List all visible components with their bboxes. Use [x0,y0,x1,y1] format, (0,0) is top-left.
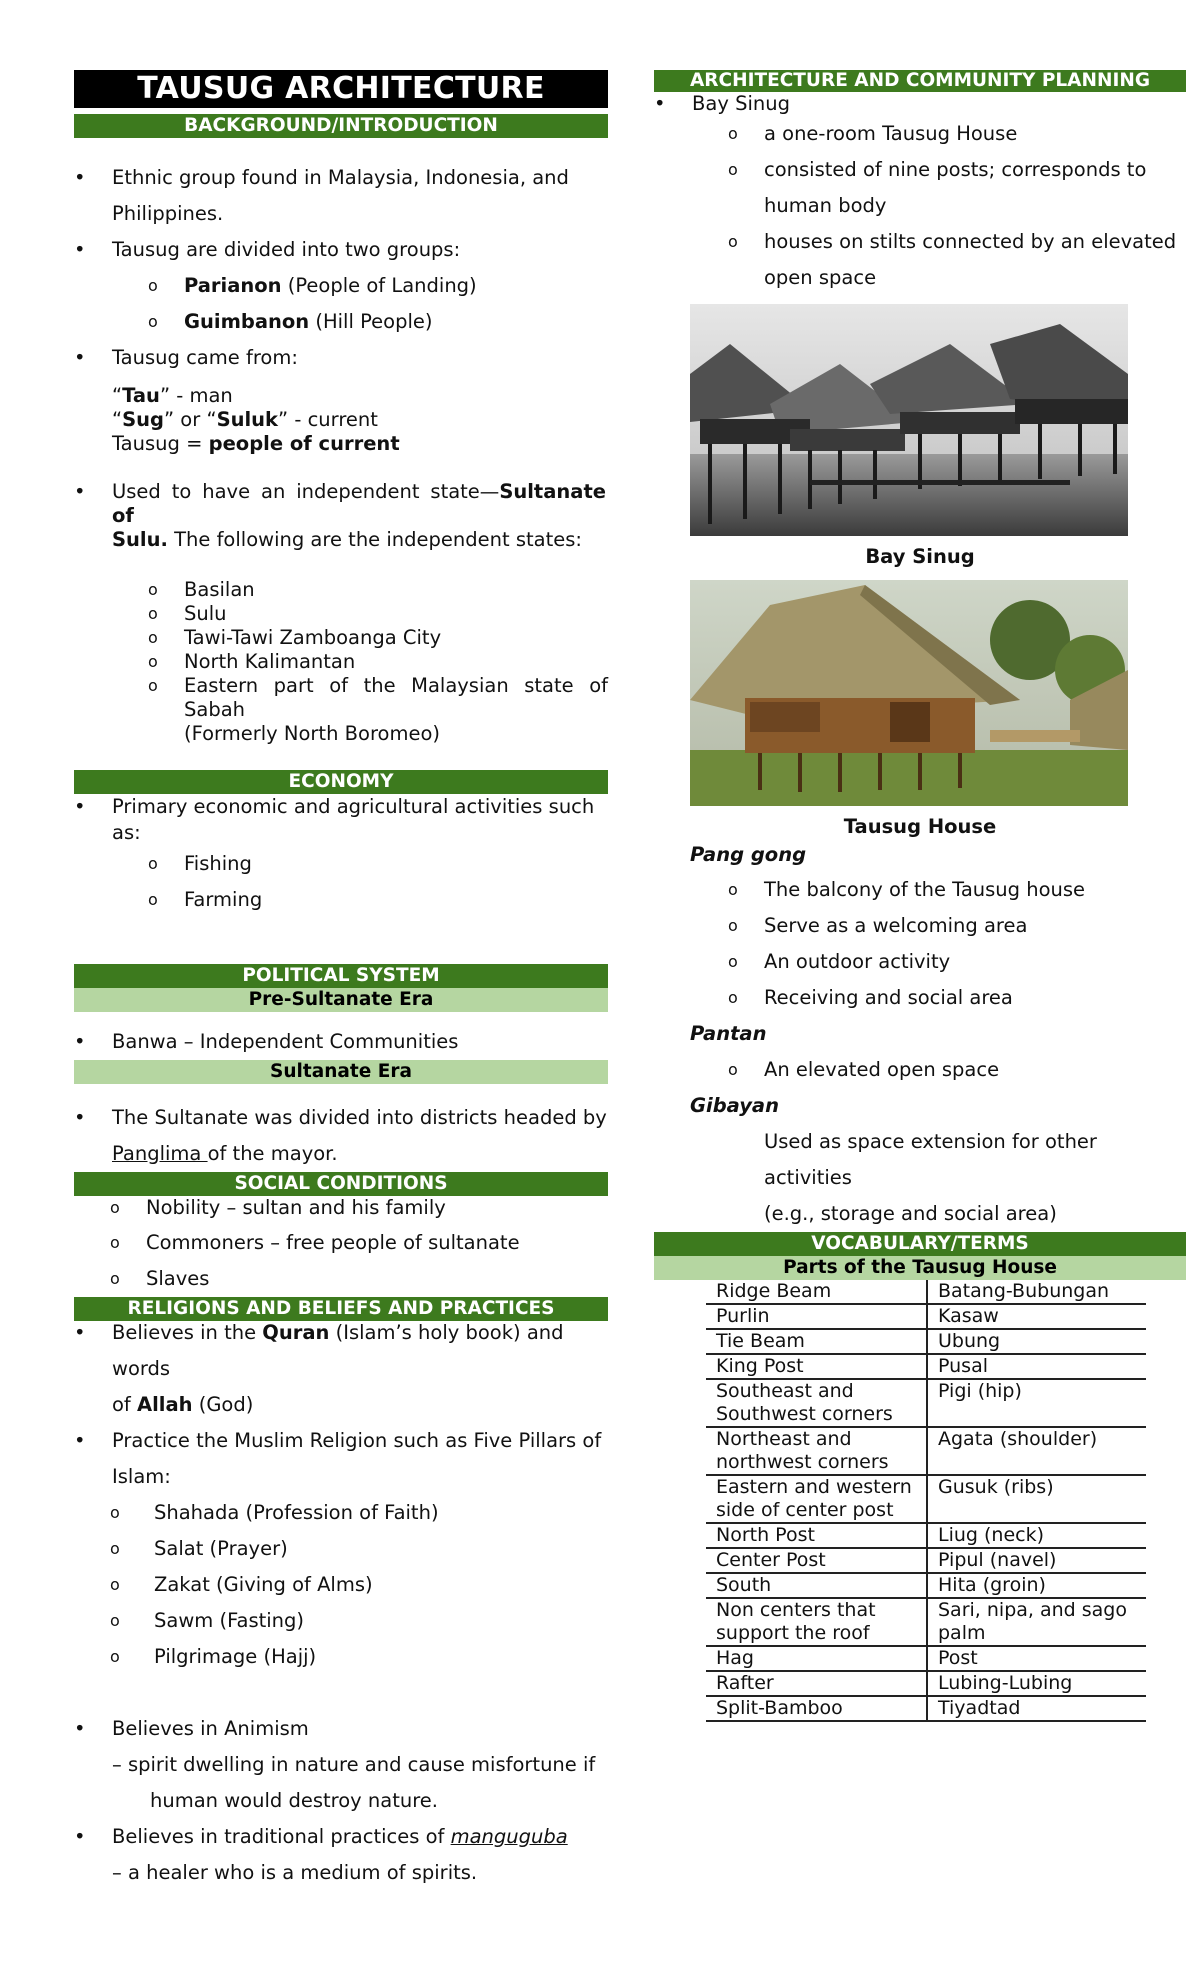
vocab-table [706,1280,1146,1722]
sultanate-districts-cont: Panglima of the mayor. [112,1142,338,1165]
tausug-house-photo [690,580,1128,806]
bay-sinug-photo [690,304,1128,536]
economy-item: • Primary economic and agricultural activities such as: [74,794,608,846]
table-row [706,1427,1146,1475]
economy-fishing: o Fishing [74,846,608,882]
table-row [706,1598,1146,1646]
state-item: o North Kalimantan [74,650,608,674]
political-header: POLITICAL SYSTEM [74,964,608,988]
term-tausug: Agata (shoulder) [927,1427,1146,1475]
term-tausug: Hita (groin) [927,1573,1146,1598]
table-row [706,1696,1146,1721]
bg-item-ethnic-cont: Philippines. [112,202,224,225]
vocab-subheader: Parts of the Tausug House [654,1256,1186,1280]
table-row [706,1646,1146,1671]
state-item: o Sulu [74,602,608,626]
term-english: Eastern and western side of center post [706,1475,927,1523]
animism-desc: – spirit dwelling in nature and cause misfortune if [112,1753,596,1776]
animism-item: • Believes in Animism [74,1711,608,1747]
table-row [706,1548,1146,1573]
bay-sinug-sub-cont: human body [764,194,887,217]
term-english: Split-Bamboo [706,1696,927,1721]
term-tausug: Ubung [927,1329,1146,1354]
pang-gong-item: o Serve as a welcoming area [654,908,1186,944]
group-guimbanon: o Guimbanon (Hill People) [74,304,608,340]
term-english: Southeast and Southwest corners [706,1379,927,1427]
pang-gong-item: o An outdoor activity [654,944,1186,980]
religion-allah: of Allah (God) [112,1393,254,1416]
pillar-item: o Shahada (Profession of Faith) [74,1495,608,1531]
term-tausug: Post [927,1646,1146,1671]
traditional-item: • Believes in traditional practices of manguguba [74,1819,608,1855]
social-item: o Commoners – free people of sultanate [74,1225,608,1261]
pre-sultanate-header: Pre-Sultanate Era [74,988,608,1012]
term-english: North Post [706,1523,927,1548]
right-column [654,70,1186,1722]
economy-header: ECONOMY [74,770,608,794]
term-tausug: Pigi (hip) [927,1379,1146,1427]
pillar-item: o Pilgrimage (Hajj) [74,1639,608,1675]
term-english: Rafter [706,1671,927,1696]
pantan-item: o An elevated open space [654,1052,1186,1088]
table-row [706,1304,1146,1329]
bay-sinug-sub: o houses on stilts connected by an elevated [654,224,1186,260]
traditional-desc: – a healer who is a medium of spirits. [112,1861,478,1884]
architecture-header: ARCHITECTURE AND COMMUNITY PLANNING [654,70,1186,92]
religion-pillars: • Practice the Muslim Religion such as Five Pillars of [74,1423,608,1459]
vocab-header: VOCABULARY/TERMS [654,1232,1186,1256]
term-english: Hag [706,1646,927,1671]
table-row [706,1354,1146,1379]
etymology-meaning: Tausug = people of current [112,432,400,455]
left-column [74,70,608,1891]
table-row [706,1671,1146,1696]
bg-item-ethnic: • Ethnic group found in Malaysia, Indonesia, and [74,160,608,196]
sultanate-era-header: Sultanate Era [74,1060,608,1084]
pillar-item: o Salat (Prayer) [74,1531,608,1567]
animism-desc-cont: human would destroy nature. [150,1789,438,1812]
social-item: o Slaves [74,1261,608,1297]
pantan-title: Pantan [690,1022,767,1045]
religion-header: RELIGIONS AND BELIEFS AND PRACTICES [74,1297,608,1321]
gibayan-desc: Used as space extension for other activities [764,1130,1097,1189]
term-english: Ridge Beam [706,1280,927,1304]
banwa-item: • Banwa – Independent Communities [74,1024,608,1060]
term-english: Northeast and northwest corners [706,1427,927,1475]
religion-pillars-cont: Islam: [112,1465,171,1488]
pang-gong-item: o Receiving and social area [654,980,1186,1016]
bay-sinug-sub-cont: open space [764,266,877,289]
term-english: Non centers that support the roof [706,1598,927,1646]
sultanate-state: • Used to have an independent state—Sultanate of Sulu. The following are the independent states: [74,480,608,552]
term-english: Purlin [706,1304,927,1329]
bg-item-origin: • Tausug came from: [74,340,608,376]
table-row [706,1329,1146,1354]
etymology-sug: “Sug” or “Suluk” - current [112,408,378,431]
etymology-tau: “Tau” - man [112,384,233,407]
term-tausug: Gusuk (ribs) [927,1475,1146,1523]
term-english: King Post [706,1354,927,1379]
term-tausug: Lubing-Lubing [927,1671,1146,1696]
economy-farming: o Farming [74,882,608,918]
term-english: Center Post [706,1548,927,1573]
religion-quran: • Believes in the Quran (Islam’s holy book) and words [74,1315,608,1387]
social-header: SOCIAL CONDITIONS [74,1172,608,1196]
bay-sinug-sub: o consisted of nine posts; corresponds to [654,152,1186,188]
page-title: TAUSUG ARCHITECTURE [74,70,608,108]
term-tausug: Batang-Bubungan [927,1280,1146,1304]
background-header: BACKGROUND/INTRODUCTION [74,114,608,138]
tausug-house-caption: Tausug House [843,815,997,838]
term-tausug: Kasaw [927,1304,1146,1329]
social-item: o Nobility – sultan and his family [74,1190,608,1225]
gibayan-desc-cont: (e.g., storage and social area) [764,1202,1057,1225]
table-row [706,1475,1146,1523]
term-english: Tie Beam [706,1329,927,1354]
pillar-item: o Zakat (Giving of Alms) [74,1567,608,1603]
term-tausug: Tiyadtad [927,1696,1146,1721]
sultanate-districts: • The Sultanate was divided into districts headed by [74,1100,608,1136]
bg-item-groups: • Tausug are divided into two groups: [74,232,608,268]
state-item-cont: (Formerly North Boromeo) [184,722,440,745]
table-row [706,1379,1146,1427]
state-item: o Tawi-Tawi Zamboanga City [74,626,608,650]
table-row [706,1573,1146,1598]
pillar-item: o Sawm (Fasting) [74,1603,608,1639]
bay-sinug-caption: Bay Sinug [865,545,975,568]
term-tausug: Pusal [927,1354,1146,1379]
pang-gong-title: Pang gong [690,843,807,866]
table-row [706,1280,1146,1304]
gibayan-title: Gibayan [690,1094,779,1117]
term-tausug: Sari, nipa, and sago palm [927,1598,1146,1646]
term-tausug: Pipul (navel) [927,1548,1146,1573]
state-item: o Basilan [74,578,608,602]
bay-sinug-item: • Bay Sinug [654,92,1186,116]
term-english: South [706,1573,927,1598]
state-item: o Eastern part of the Malaysian state of Sabah [74,674,608,722]
term-tausug: Liug (neck) [927,1523,1146,1548]
pang-gong-item: o The balcony of the Tausug house [654,872,1186,908]
bay-sinug-sub: o a one-room Tausug House [654,116,1186,152]
table-row [706,1523,1146,1548]
group-parianon: o Parianon (People of Landing) [74,268,608,304]
